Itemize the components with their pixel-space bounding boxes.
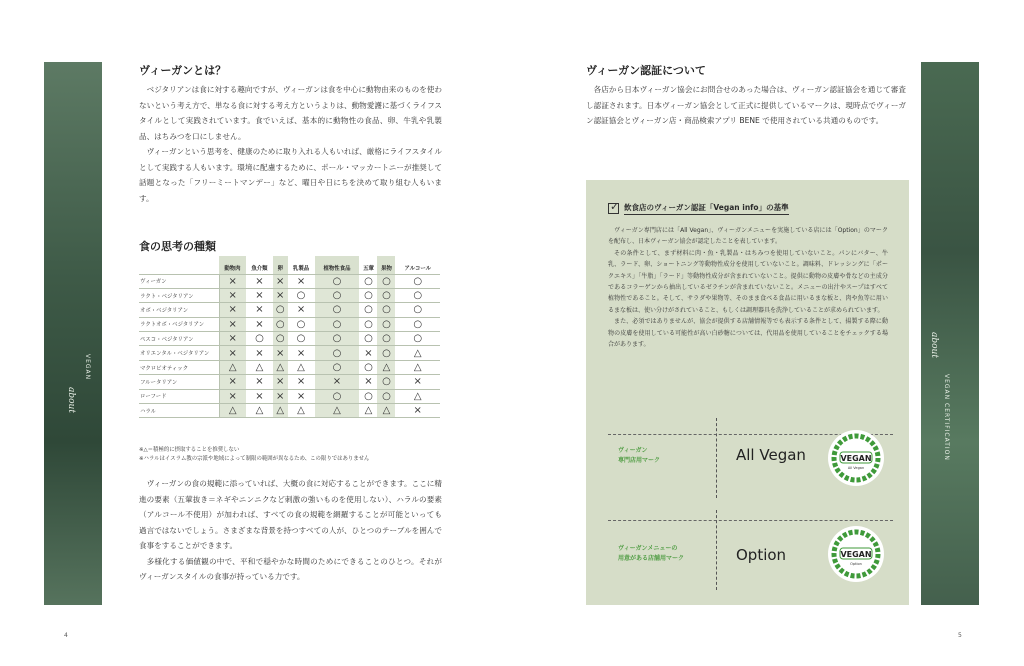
table-cell: × [219,274,246,288]
vegan-logo-icon [828,430,884,486]
table-cell: ○ [273,332,288,346]
table-cell: ○ [315,274,360,288]
table-cell: ○ [315,288,360,302]
logo-text: VEGAN [840,550,872,559]
table-cell: ○ [288,332,315,346]
table-cell: × [246,274,273,288]
row-name: ラクトオボ・ベジタリアン [139,317,219,331]
table-heading: 食の思考の種類 [139,240,216,253]
table-row [139,274,440,288]
table-cell: ○ [395,274,440,288]
table-cell: △ [246,404,273,418]
page-number-left: 4 [64,632,68,639]
table-cell: ○ [359,332,377,346]
vegan-logo-icon [828,526,884,582]
left-closing [139,476,442,585]
mark-name: Option [736,546,787,564]
col-header: 卵 [273,256,288,274]
mark-row-option [608,510,893,590]
table-cell: × [288,303,315,317]
table-cell: △ [395,346,440,360]
table-cell: △ [246,360,273,374]
box-paragraph-2: その条件として、まず材料に肉・魚・乳製品・はちみつを使用していないこと。パンにバター、牛乳、ラード、卵、ショートニング等動物性成分を使用していないこと。調味料、ドレッシングに「ポークエキス」「牛脂」「ラード」等動物性成分が含まれていないこと。提供に動物の皮膚や骨などの主成分であるコラーゲンから抽出しているゼラチンが含まれていないこと。メニューの出汁やスープはすべて植物性であること。そして、サラダや果物等、そのまま食べる食品に用いるまな板と、肉や魚等に用いるまな板は、使い分けがされていること、もしくは調理器具を洗浄していることが求められています。 [608,249,888,314]
table-cell: ○ [273,317,288,331]
table-cell: × [288,389,315,403]
logo-subtext: Option [850,562,862,566]
table-cell: × [219,303,246,317]
table-cell: △ [395,360,440,374]
table-cell: △ [395,389,440,403]
table-cell: ○ [359,274,377,288]
table-row [139,389,440,403]
col-header: 果物 [377,256,395,274]
table-cell: × [359,346,377,360]
table-cell: ○ [359,360,377,374]
table-cell: × [246,288,273,302]
col-header: 乳製品 [292,265,310,272]
table-cell: × [273,389,288,403]
table-cell: × [273,288,288,302]
table-cell: ○ [395,332,440,346]
table-cell: ○ [315,317,360,331]
table-cell: ○ [315,389,360,403]
table-cell: × [246,375,273,389]
table-cell: ○ [273,303,288,317]
table-row [139,375,440,389]
table-cell: × [219,346,246,360]
table-row [139,346,440,360]
right-strip-script: about [929,332,939,358]
table-cell: ○ [288,288,315,302]
table-cell: △ [273,360,288,374]
right-heading: ヴィーガン認証について [586,64,706,77]
table-cell: △ [377,360,395,374]
table-cell: △ [219,360,246,374]
table-cell: × [219,332,246,346]
row-name: ローフード [139,389,219,403]
row-name: ペスコ・ベジタリアン [139,332,219,346]
table-cell: △ [273,404,288,418]
checkbox-icon: ✓ [610,200,620,213]
box-paragraph-3: また、必須ではありませんが、協会が提供する店舗情報等でも表示する条件として、揚製する際に動物の皮膚を使用している可能性が高い白砂糖については、代用品を使用していることをチェックする場合があります。 [608,318,888,349]
table-cell: ○ [359,317,377,331]
table-cell: × [288,346,315,360]
table-header-row [139,256,440,274]
left-strip-script: about [66,387,76,413]
table-cell: ○ [359,288,377,302]
table-cell: △ [315,404,360,418]
table-cell: ○ [315,303,360,317]
table-notes [139,446,449,464]
table-cell: × [273,375,288,389]
table-cell: ○ [377,288,395,302]
col-header: 魚介類 [251,265,268,272]
table-cell: × [288,274,315,288]
mark-label: ヴィーガンメニューの 用意がある店舗用マーク [618,545,685,562]
table-cell: ○ [377,389,395,403]
col-header: 五葷 [363,265,374,272]
table-cell: ○ [288,317,315,331]
col-header: アルコール [404,265,432,272]
closing-paragraph-1: ヴィーガンの食の規範に添っていれば、大概の食に対応することができます。ここに精進の要素（五葷抜き＝ネギやニンニクなど刺激の強いものを使用しない）、ハラルの要素（アルコール不使用）が加われば、すべての食の規範を網羅することが可能といっても過言ではないでしょう。さまざまな背景を持つすべての人が、ひとつのテーブルを囲んで食事をすることができます。 [139,479,442,550]
table-cell: × [219,288,246,302]
table-cell: × [219,375,246,389]
table-cell: ○ [246,332,273,346]
logo-subtext: All Vegan [847,466,865,470]
table-cell: ○ [377,332,395,346]
table-cell: × [359,375,377,389]
table-row [139,332,440,346]
table-cell: △ [359,404,377,418]
table-cell: ○ [395,317,440,331]
table-cell: × [219,317,246,331]
row-name: オリエンタル・ベジタリアン [139,346,219,360]
table-cell: ○ [377,346,395,360]
row-name: ラクト・ベジタリアン [139,288,219,302]
left-strip-label: VEGAN [84,354,91,381]
table-cell: ○ [315,332,360,346]
mark-name: All Vegan [736,446,806,464]
table-cell: ○ [315,346,360,360]
vegan-info-box [586,180,909,605]
box-title-text: 飲食店のヴィーガン認証「Vegan info」の基準 [624,202,789,215]
intro-paragraph-1: ベジタリアンは食に対する趣向ですが、ヴィーガンは食を中心に動物由来のものを使わないという考え方で、単なる食に対する考え方というよりは、動物愛護に基づくライフスタイルとして実践されています。食でいえば、基本的に動物性の食品、卵、牛乳や乳製品、はちみつを口にしません。 [139,85,442,141]
row-name: ヴィーガン [139,274,219,288]
table-cell: ○ [377,317,395,331]
left-photo-strip [44,62,102,605]
table-cell: × [273,346,288,360]
mark-separator [716,418,717,498]
left-intro [139,82,442,206]
table-cell: △ [288,404,315,418]
table-cell: ○ [359,303,377,317]
right-photo-strip [921,62,979,605]
table-cell: × [273,274,288,288]
mark-row-all-vegan [608,418,893,498]
table-note: ※ハラルはイスラム教の宗派や地域によって制限の範囲が異なるため、この限りではありません [139,456,370,462]
table-cell: ○ [377,375,395,389]
col-header: 植物性食品 [315,256,360,274]
mark-label: ヴィーガン 専門店用マーク [618,447,661,464]
page-number-right: 5 [958,632,962,639]
diet-type-table [139,256,440,418]
row-name: マクロビオティック [139,360,219,374]
row-name: ハラル [139,404,219,418]
table-cell: × [246,303,273,317]
table-cell: × [395,375,440,389]
box-paragraph-1: ヴィーガン専門店には「All Vegan」、ヴィーガンメニューを実施している店には「Option」のマークを配布し、日本ヴィーガン協会が認定したことを表しています。 [608,227,888,246]
box-body [608,225,888,350]
table-row [139,288,440,302]
table-row [139,404,440,418]
table-cell: × [246,389,273,403]
mark-separator [716,510,717,590]
intro-paragraph-2: ヴィーガンという思考を、健康のために取り入れる人もいれば、厳格にライフスタイルとして実践する人もいます。環境に配慮するために、ポール・マッカートニーが推奨して話題となった「フリーミートマンデー」など、曜日や日にちを決めて取り組む人もいます。 [139,147,442,203]
logo-text: VEGAN [840,454,872,463]
table-cell: △ [219,404,246,418]
table-cell: ○ [395,303,440,317]
table-cell: ○ [315,360,360,374]
left-heading: ヴィーガンとは？ [139,64,227,77]
right-strip-label: VEGAN CERTIFICATION [943,374,950,461]
table-cell: × [315,375,360,389]
table-cell: ○ [359,389,377,403]
table-cell: × [288,375,315,389]
table-header-empty [139,256,219,274]
col-header: 動物肉 [219,256,246,274]
row-name: フルータリアン [139,375,219,389]
right-intro: 各店から日本ヴィーガン協会にお問合せのあった場合は、ヴィーガン認証協会を通じて審査し認証されます。日本ヴィーガン協会として正式に提供しているマークは、現時点でヴィーガン認証協会とヴィーガン店・商品検索アプリ BENE で使用されている共通のものです。 [586,85,906,125]
table-cell: ○ [377,303,395,317]
table-cell: × [219,389,246,403]
table-row [139,360,440,374]
row-name: オボ・ベジタリアン [139,303,219,317]
table-cell: × [246,346,273,360]
table-cell: △ [288,360,315,374]
table-row [139,303,440,317]
table-cell: × [395,404,440,418]
box-title [608,202,789,215]
closing-paragraph-2: 多様化する価値観の中で、平和で穏やかな時間のためにできることのひとつ。それがヴィーガンスタイルの食事が持っている力です。 [139,556,442,581]
table-note: ※△＝積極的に摂取することを推奨しない [139,447,240,453]
table-cell: ○ [395,288,440,302]
table-cell: × [246,317,273,331]
table-cell: ○ [377,274,395,288]
table-cell: △ [377,404,395,418]
table-row [139,317,440,331]
